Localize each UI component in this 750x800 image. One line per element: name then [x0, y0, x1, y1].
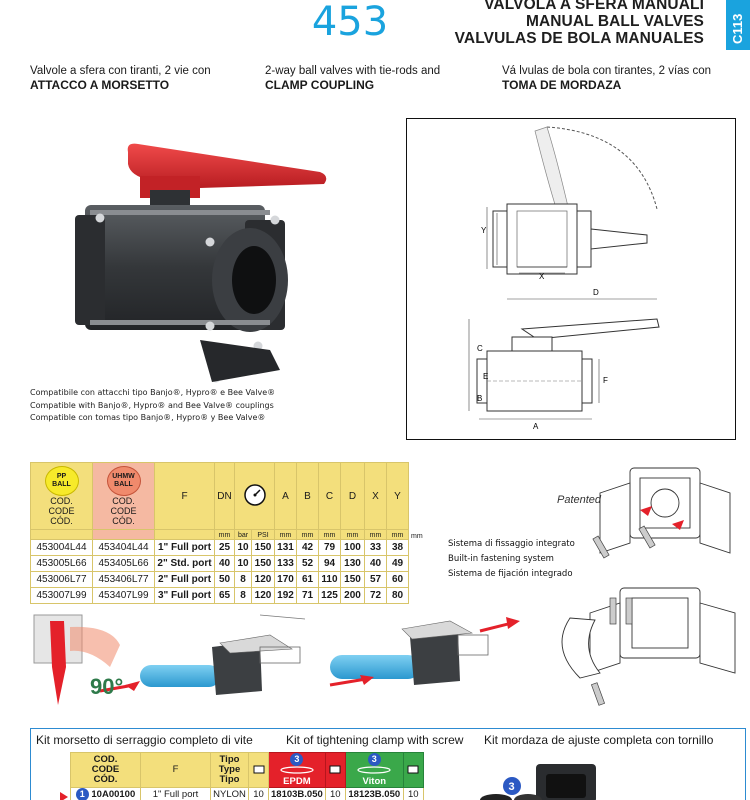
compatibility-notes: Compatibile con attacchi tipo Banjo®, Hypro® e Bee Valve® Compatible with Banjo®, Hypro® and Bee Valve® couplings Compatible con tomas tipo Banjo®, Hypro® y Bee Valve® [30, 388, 276, 422]
table-header-row [31, 463, 426, 530]
pressure-gauge-icon [243, 483, 267, 507]
fastening-notes: Sistema di fissaggio integrato Built-in fastening system Sistema de fijación integrado [448, 539, 575, 579]
kit-qty-header [249, 753, 269, 788]
dim-label-c: C [477, 344, 483, 353]
title-block [455, 0, 704, 47]
o-ring-icon [279, 766, 315, 774]
intro-english: 2-way ball valves with tie-rods and CLAMP COUPLING [265, 65, 441, 92]
d-header: D [341, 463, 365, 530]
y-header: Y [387, 463, 409, 530]
kit-clamp-illustration [466, 758, 736, 800]
row-pointer-icon [60, 792, 68, 800]
kit-title-spanish: Kit mordaza de ajuste completa con tornillo [484, 733, 714, 747]
rotation-angle: 90° [90, 674, 124, 699]
box-icon [253, 764, 265, 774]
pp-code-header: PP BALL COD. CODE CÓD. [31, 463, 93, 530]
table-row: 453007L99 453407L99 3" Full port 65 8 120 192 71 125 200 72 80 [31, 588, 426, 604]
uhmw-code-header: UHMW BALL COD. CODE CÓD. [93, 463, 155, 530]
kit-item-number: 3 [508, 781, 515, 793]
technical-drawing [407, 119, 735, 439]
f-header: F [155, 463, 215, 530]
page-tab: C113 [726, 0, 750, 50]
epdm-qty-header [325, 753, 345, 788]
kit-f-header: F [141, 753, 211, 788]
intro-italian: Valvole a sfera con tiranti, 2 vie con ATTACCO A MORSETTO [30, 65, 211, 92]
uhmw-ball-badge: UHMW BALL [107, 466, 141, 496]
table-units-row: mm bar PSI mm mm mm mm mm mm mm [31, 530, 426, 540]
kit-header-row [71, 753, 424, 788]
valve-photo [30, 120, 360, 390]
pp-ball-badge: PP BALL [45, 466, 79, 496]
dim-label-e: E [483, 372, 489, 381]
operation-steps-illustration [30, 605, 530, 717]
b-header: B [297, 463, 319, 530]
title-italian: VALVOLA A SFERA MANUALI [484, 0, 704, 13]
viton-header: 3 Viton [345, 753, 403, 788]
specification-table [30, 462, 426, 604]
dim-label-f: F [603, 376, 608, 385]
dim-label-b: B [477, 394, 483, 403]
epdm-header: 3 EPDM [269, 753, 326, 788]
dn-header: DN [215, 463, 235, 530]
technical-drawing-frame [406, 118, 736, 440]
box-icon [407, 764, 419, 774]
kit-title-italian: Kit morsetto di serraggio completo di vite [36, 733, 253, 747]
kit-code-header: COD. CODE CÓD. [71, 753, 141, 788]
title-english: MANUAL BALL VALVES [525, 13, 704, 30]
dim-label-d: D [593, 288, 599, 297]
c-header: C [319, 463, 341, 530]
patented-label: Patented [557, 494, 602, 506]
product-code: 453 [311, 0, 389, 45]
table-row: 453005L66 453405L66 2" Std. port 40 10 150 133 52 94 130 40 49 [31, 556, 426, 572]
intro-spanish: Vá lvulas de bola con tirantes, 2 vías con TOMA DE MORDAZA [502, 65, 712, 92]
viton-qty-header [403, 753, 423, 788]
kit-table [70, 752, 424, 800]
x-header: X [365, 463, 387, 530]
dim-label-a: A [533, 422, 539, 431]
dim-label-x: X [539, 272, 545, 281]
kit-title-english: Kit of tightening clamp with screw [286, 733, 464, 747]
pressure-header [235, 463, 275, 530]
box-icon [329, 764, 341, 774]
o-ring-icon [356, 766, 392, 774]
a-header: A [275, 463, 297, 530]
kit-table-row: 1 10A00100 1" Full port NYLON 10 18103B.050 10 18123B.050 10 [71, 788, 424, 800]
kit-type-header: Tipo Type Tipo [211, 753, 249, 788]
dim-label-y: Y [481, 226, 487, 235]
table-row: 453004L44 453404L44 1" Full port 25 10 150 131 42 79 100 33 38 [31, 540, 426, 556]
table-row: 453006L77 453406L77 2" Full port 50 8 120 170 61 110 150 57 60 [31, 572, 426, 588]
title-spanish: VALVULAS DE BOLA MANUALES [454, 30, 704, 47]
